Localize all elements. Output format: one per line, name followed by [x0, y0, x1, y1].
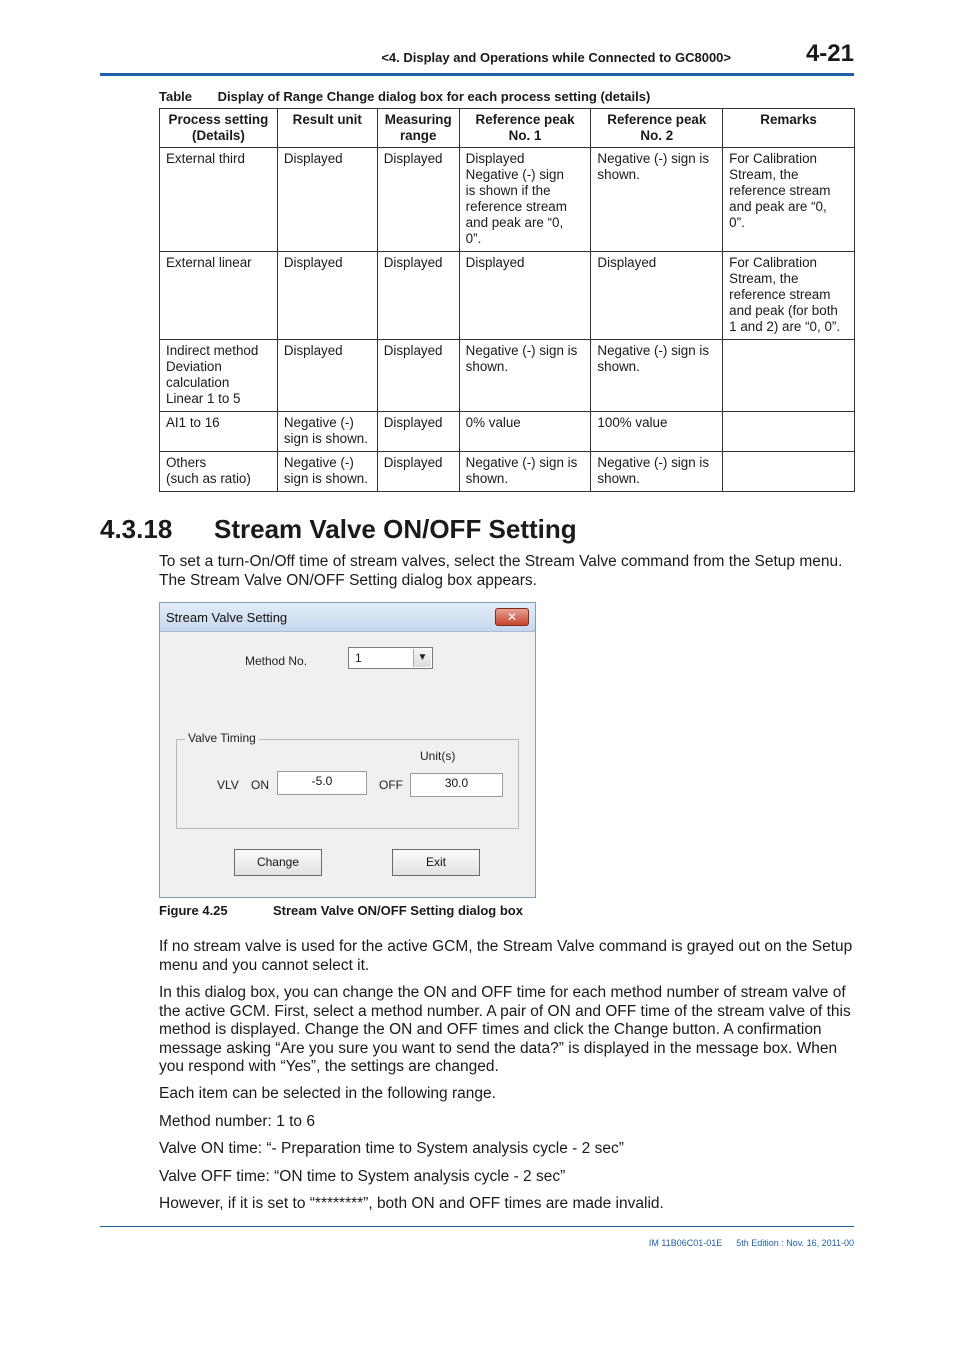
cell-text: Linear 1 to 5 [166, 391, 241, 406]
table-cell [723, 412, 855, 452]
valve-timing-group [176, 731, 519, 829]
cell-text: shown. [597, 359, 640, 374]
cell-text: Displayed [383, 151, 443, 166]
cell-text: 0% value [465, 415, 521, 430]
method-no-select[interactable] [348, 647, 433, 669]
table-cell [459, 412, 591, 452]
section-number: 4.3.18 [100, 514, 173, 544]
cell-text: Displayed [283, 255, 343, 270]
cell-text: Negative (-) sign is [465, 455, 578, 470]
off-label: OFF [379, 778, 403, 792]
column-header: Measuring range [377, 109, 459, 148]
table-cell [591, 340, 723, 412]
unit-label: Unit(s) [420, 749, 456, 763]
table-cell [591, 148, 723, 252]
cell-text: shown. [465, 359, 509, 374]
header-section-title: <4. Display and Operations while Connected to GC8000> [381, 50, 731, 65]
cell-text: Indirect method [166, 343, 259, 358]
body-paragraph: If no stream valve is used for the active GCM, the Stream Valve command is grayed out on the Setup menu and you cannot select it. [159, 938, 853, 974]
cell-text: Displayed [383, 455, 443, 470]
table-cell [377, 452, 459, 492]
column-header: Reference peak No. 1 [459, 109, 591, 148]
cell-text: Others [166, 455, 207, 470]
cell-text: sign is shown. [283, 471, 368, 486]
table-cell [160, 412, 278, 452]
table-cell [459, 148, 591, 252]
change-button[interactable]: Change [234, 849, 322, 876]
exit-button[interactable]: Exit [392, 849, 480, 876]
chevron-down-icon[interactable]: ▼ [413, 649, 431, 667]
on-time-input[interactable]: -5.0 [277, 771, 367, 795]
table-cell [377, 412, 459, 452]
table-cell [160, 148, 278, 252]
cell-text: and peak are “0, [465, 215, 564, 230]
table-cell [277, 148, 377, 252]
table-cell [591, 252, 723, 340]
cell-text: Negative (-) sign is [597, 151, 710, 166]
table-cell [277, 412, 377, 452]
table-cell [277, 452, 377, 492]
dialog-title: Stream Valve Setting [166, 610, 288, 625]
table-row [160, 252, 855, 340]
cell-text: 100% value [597, 415, 668, 430]
footer [635, 1238, 854, 1248]
cell-text: reference stream [465, 199, 567, 214]
table-cell [377, 252, 459, 340]
on-label: ON [251, 778, 269, 792]
page-number: 4-21 [805, 40, 854, 67]
cell-text: 0”. [465, 231, 482, 246]
column-header: Remarks [723, 109, 855, 148]
cell-text: External third [166, 151, 245, 166]
cell-text: Displayed [283, 151, 343, 166]
column-header: Process setting (Details) [160, 109, 278, 148]
body-paragraph: In this dialog box, you can change the ON and OFF time for each method number of stream valve of the active GCM. First, select a method number. A pair of ON and OFF time of the stream valve of this method is displayed. Change the ON and OFF times and click the Change button. A confirmation message asking “Are you sure you want to send the data?” is displayed in the message box. When you respond with “Yes”, the settings are changed. [159, 984, 851, 1075]
stream-valve-dialog [159, 602, 536, 898]
cell-text: For Calibration [729, 151, 817, 166]
table-cell [377, 148, 459, 252]
section-heading [100, 514, 577, 545]
table-cell [591, 452, 723, 492]
cell-text: Displayed [465, 151, 525, 166]
cell-text: is shown if the [465, 183, 551, 198]
intro-paragraph: To set a turn-On/Off time of stream valves, select the Stream Valve command from the Setup menu. The Stream Valve ON/OFF Setting dialog box appears. [159, 553, 843, 589]
edition: 5th Edition : Nov. 16, 2011-00 [736, 1238, 854, 1248]
doc-id: IM 11B06C01-01E [648, 1238, 723, 1248]
cell-text: sign is shown. [283, 431, 368, 446]
cell-text: (such as ratio) [166, 471, 251, 486]
cell-text: Negative (-) [283, 415, 354, 430]
cell-text: Displayed [283, 343, 343, 358]
table-caption-text: Display of Range Change dialog box for each process setting (details) [217, 89, 651, 104]
header-rule [100, 73, 854, 76]
figure-caption [159, 903, 523, 918]
cell-text: and peak (for both [729, 303, 838, 318]
cell-text: External linear [166, 255, 252, 270]
cell-text: 0”. [729, 215, 745, 230]
column-header: Result unit [277, 109, 377, 148]
cell-text: reference stream [729, 287, 831, 302]
table-caption [159, 89, 650, 104]
cell-text: Negative (-) sign is [465, 343, 578, 358]
cell-text: AI1 to 16 [166, 415, 220, 430]
table-cell [723, 452, 855, 492]
table-cell [723, 252, 855, 340]
cell-text: Stream, the [729, 271, 799, 286]
table-cell [591, 412, 723, 452]
table-row [160, 148, 855, 252]
body-paragraph: Method number: 1 to 6 [159, 1113, 315, 1130]
figure-label: Figure 4.25 [159, 903, 228, 918]
cell-text: Negative (-) sign is [597, 343, 710, 358]
cell-text: shown. [597, 167, 640, 182]
body-paragraph: Each item can be selected in the following range. [159, 1085, 496, 1102]
method-no-value: 1 [355, 651, 362, 665]
table-cell [277, 252, 377, 340]
cell-text: Stream, the [729, 167, 799, 182]
dialog-titlebar [160, 603, 535, 632]
table-cell [160, 252, 278, 340]
table-cell [459, 252, 591, 340]
table-row [160, 452, 855, 492]
table-header-row [160, 109, 855, 148]
figure-caption-text: Stream Valve ON/OFF Setting dialog box [273, 903, 523, 918]
cell-text: 1 and 2) are “0, 0”. [729, 319, 841, 334]
table-cell [723, 340, 855, 412]
cell-text: For Calibration [729, 255, 817, 270]
cell-text: Negative (-) sign is [597, 455, 710, 470]
table-cell [723, 148, 855, 252]
body-paragraph: Valve OFF time: “ON time to System analysis cycle - 2 sec” [159, 1168, 566, 1185]
cell-text: Displayed [383, 255, 443, 270]
body-paragraph: However, if it is set to “********”, both ON and OFF times are made invalid. [159, 1195, 664, 1212]
table-row [160, 340, 855, 412]
range-change-table [159, 108, 855, 492]
footer-rule [100, 1226, 854, 1227]
cell-text: reference stream [729, 183, 831, 198]
table-cell [160, 452, 278, 492]
cell-text: Negative (-) sign [465, 167, 564, 182]
vlv-label: VLV [217, 778, 239, 792]
cell-text: and peak are “0, [729, 199, 827, 214]
body-paragraph: Valve ON time: “- Preparation time to System analysis cycle - 2 sec” [159, 1140, 624, 1157]
cell-text: Displayed [465, 255, 525, 270]
method-no-label: Method No. [245, 654, 308, 668]
valve-timing-title: Valve Timing [185, 731, 259, 745]
table-caption-label: Table [159, 89, 192, 104]
cell-text: calculation [166, 375, 230, 390]
cell-text: Displayed [597, 255, 657, 270]
section-title: Stream Valve ON/OFF Setting [214, 514, 577, 544]
column-header: Reference peak No. 2 [591, 109, 723, 148]
cell-text: shown. [597, 471, 640, 486]
cell-text: shown. [465, 471, 509, 486]
close-icon[interactable]: ✕ [495, 608, 529, 626]
cell-text: Negative (-) [283, 455, 354, 470]
table-row [160, 412, 855, 452]
cell-text: Displayed [383, 415, 443, 430]
cell-text: Deviation [166, 359, 222, 374]
table-cell [277, 340, 377, 412]
cell-text: Displayed [383, 343, 443, 358]
off-time-input[interactable]: 30.0 [410, 773, 503, 797]
table-cell [377, 340, 459, 412]
table-cell [160, 340, 278, 412]
table-cell [459, 340, 591, 412]
table-cell [459, 452, 591, 492]
